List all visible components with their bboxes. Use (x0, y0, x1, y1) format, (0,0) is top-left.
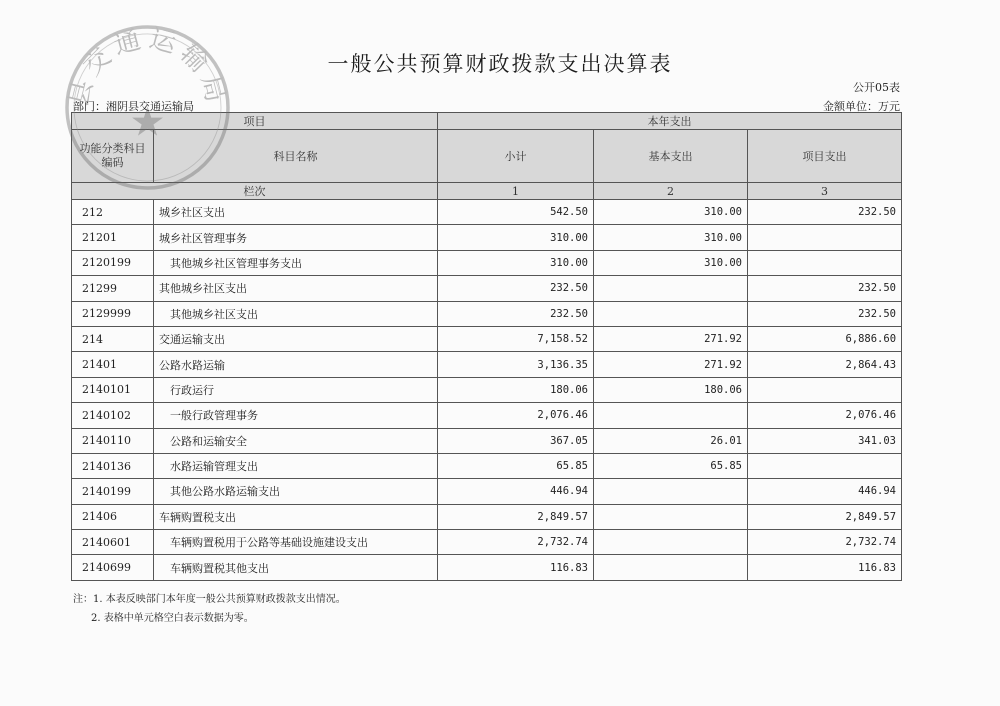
form-number: 公开05表 (853, 81, 900, 94)
table-row (72, 428, 902, 453)
table-row (72, 250, 902, 275)
table-row (72, 200, 902, 225)
row-subtotal: 3,136.35 (438, 352, 594, 377)
row-basic: 310.00 (594, 250, 748, 275)
row-project: 446.94 (748, 479, 902, 504)
table-row (72, 453, 902, 478)
row-code: 21406 (72, 504, 154, 529)
table-row (72, 352, 902, 377)
row-project: 116.83 (748, 555, 902, 580)
amount-unit-label: 金额单位：万元 (823, 100, 900, 113)
row-subtotal: 310.00 (438, 250, 594, 275)
row-project (748, 250, 902, 275)
row-project: 232.50 (748, 276, 902, 301)
row-code: 2140101 (72, 377, 154, 402)
row-basic: 65.85 (594, 453, 748, 478)
row-code: 21299 (72, 276, 154, 301)
row-basic (594, 555, 748, 580)
row-project: 341.03 (748, 428, 902, 453)
row-code: 2140110 (72, 428, 154, 453)
row-basic (594, 530, 748, 555)
table-row (72, 225, 902, 250)
table-row (72, 301, 902, 326)
row-subtotal: 180.06 (438, 377, 594, 402)
row-code: 2140601 (72, 530, 154, 555)
row-subtotal: 2,732.74 (438, 530, 594, 555)
row-subtotal: 7,158.52 (438, 326, 594, 351)
row-code: 21401 (72, 352, 154, 377)
row-basic: 271.92 (594, 326, 748, 351)
svg-text:★: ★ (129, 99, 166, 146)
row-project: 6,886.60 (748, 326, 902, 351)
row-name: 交通运输支出 (154, 326, 438, 351)
row-basic (594, 479, 748, 504)
row-name: 其他城乡社区管理事务支出 (154, 250, 438, 275)
row-name: 水路运输管理支出 (154, 453, 438, 478)
row-subtotal: 116.83 (438, 555, 594, 580)
table-row (72, 403, 902, 428)
row-basic: 180.06 (594, 377, 748, 402)
row-project: 2,076.46 (748, 403, 902, 428)
row-project (748, 377, 902, 402)
row-code: 2140699 (72, 555, 154, 580)
row-name: 其他城乡社区支出 (154, 301, 438, 326)
header-col-2: 2 (594, 183, 748, 200)
table-row (72, 479, 902, 504)
row-subtotal: 232.50 (438, 276, 594, 301)
header-row-2 (72, 130, 902, 183)
header-project: 项目 (72, 113, 438, 130)
table-row (72, 377, 902, 402)
row-name: 行政运行 (154, 377, 438, 402)
header-basic: 基本支出 (594, 130, 748, 183)
row-code: 2140102 (72, 403, 154, 428)
row-code: 214 (72, 326, 154, 351)
table-row (72, 276, 902, 301)
row-code: 2140136 (72, 453, 154, 478)
row-name: 车辆购置税其他支出 (154, 555, 438, 580)
note-2: 2. 表格中单元格空白表示数据为零。 (91, 613, 254, 624)
table-row (72, 326, 902, 351)
row-project (748, 453, 902, 478)
row-code: 2129999 (72, 301, 154, 326)
row-basic: 271.92 (594, 352, 748, 377)
row-subtotal: 2,849.57 (438, 504, 594, 529)
row-code: 212 (72, 200, 154, 225)
row-project (748, 225, 902, 250)
header-col-3: 3 (748, 183, 902, 200)
department-label: 部门：湘阴县交通运输局 (73, 100, 194, 113)
row-basic: 310.00 (594, 200, 748, 225)
row-code: 2140199 (72, 479, 154, 504)
row-code: 21201 (72, 225, 154, 250)
header-row-3 (72, 183, 902, 200)
document-title: 一般公共预算财政拨款支出决算表 (327, 52, 673, 76)
table-notes (73, 590, 346, 628)
row-name: 其他城乡社区支出 (154, 276, 438, 301)
svg-text:县交通运输局: 县交通运输局 (63, 23, 232, 111)
header-func-code: 功能分类科目编码 (72, 130, 154, 183)
row-subtotal: 367.05 (438, 428, 594, 453)
row-subtotal: 310.00 (438, 225, 594, 250)
expenditure-table (71, 112, 902, 581)
header-subject-name: 科目名称 (154, 130, 438, 183)
row-name: 公路水路运输 (154, 352, 438, 377)
row-subtotal: 542.50 (438, 200, 594, 225)
row-name: 其他公路水路运输支出 (154, 479, 438, 504)
header-project-exp: 项目支出 (748, 130, 902, 183)
row-project: 2,849.57 (748, 504, 902, 529)
row-basic (594, 403, 748, 428)
row-basic: 310.00 (594, 225, 748, 250)
header-row-label: 栏次 (72, 183, 438, 200)
row-project: 232.50 (748, 301, 902, 326)
row-basic (594, 301, 748, 326)
row-code: 2120199 (72, 250, 154, 275)
table-row (72, 530, 902, 555)
row-name: 公路和运输安全 (154, 428, 438, 453)
note-1: 注：1. 本表反映部门本年度一般公共预算财政拨款支出情况。 (73, 594, 346, 605)
table-row (72, 504, 902, 529)
row-basic (594, 276, 748, 301)
table-row (72, 555, 902, 580)
row-subtotal: 232.50 (438, 301, 594, 326)
row-name: 城乡社区管理事务 (154, 225, 438, 250)
header-row-1 (72, 113, 902, 130)
row-subtotal: 2,076.46 (438, 403, 594, 428)
row-name: 车辆购置税用于公路等基础设施建设支出 (154, 530, 438, 555)
row-name: 一般行政管理事务 (154, 403, 438, 428)
row-subtotal: 65.85 (438, 453, 594, 478)
row-subtotal: 446.94 (438, 479, 594, 504)
row-project: 2,732.74 (748, 530, 902, 555)
row-project: 2,864.43 (748, 352, 902, 377)
header-col-1: 1 (438, 183, 594, 200)
row-name: 城乡社区支出 (154, 200, 438, 225)
header-subtotal: 小计 (438, 130, 594, 183)
row-name: 车辆购置税支出 (154, 504, 438, 529)
row-basic: 26.01 (594, 428, 748, 453)
row-basic (594, 504, 748, 529)
row-project: 232.50 (748, 200, 902, 225)
header-current-year: 本年支出 (438, 113, 902, 130)
